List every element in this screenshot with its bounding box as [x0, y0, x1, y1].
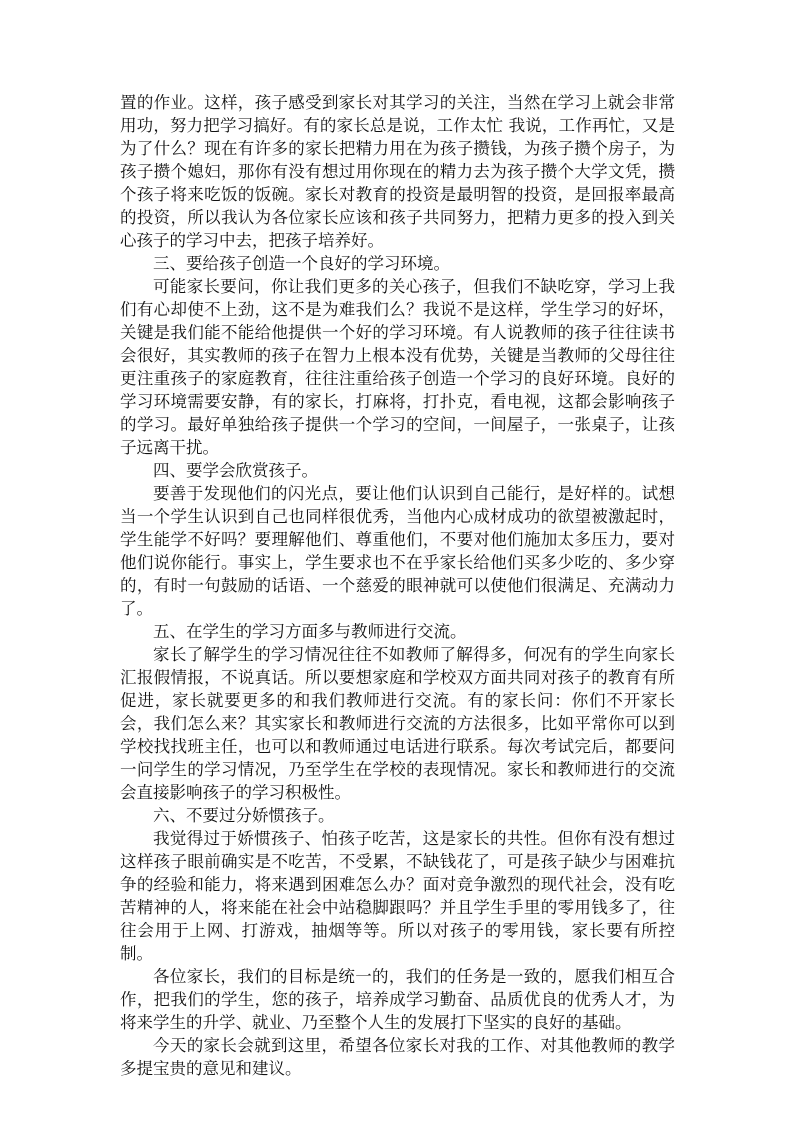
paragraph-closing-1: 各位家长，我们的目标是统一的，我们的任务是一致的，愿我们相互合作，把我们的学生，您的孩子，培养成学习勤奋、品质优良的优秀人才，为将来学生的升学、就业、乃至整个人生的发展打下坚实的良好的基础。 — [120, 967, 675, 1032]
heading-section-5: 五、在学生的学习方面多与教师进行交流。 — [153, 622, 467, 641]
heading-section-4: 四、要学会欣赏孩子。 — [153, 461, 318, 480]
heading-section-6: 六、不要过分娇惯孩子。 — [153, 806, 335, 825]
heading-section-3: 三、要给孩子创造一个良好的学习环境。 — [153, 254, 450, 273]
document-page — [120, 91, 675, 1080]
paragraph-section-4: 要善于发现他们的闪光点，要让他们认识到自己能行，是好样的。试想当一个学生认识到自己也同样很优秀，当他内心成材成功的欲望被激起时，学生能学不好吗？要理解他们、尊重他们，不要对他们施加太多压力，要对他们说你能行。事实上，学生要求也不在乎家长给他们买多少吃的、多少穿的，有时一句鼓励的话语、一个慈爱的眼神就可以使他们很满足、充满动力了。 — [120, 484, 675, 618]
paragraph-section-5: 家长了解学生的学习情况往往不如教师了解得多，何况有的学生向家长汇报假情报，不说真话。所以要想家庭和学校双方面共同对孩子的教育有所促进，家长就要更多的和我们教师进行交流。有的家长问：你们不开家长会，我们怎么来？其实家长和教师进行交流的方法很多，比如平常你可以到学校找找班主任，也可以和教师通过电话进行联系。每次考试完后，都要问一问学生的学习情况，乃至学生在学校的表现情况。家长和教师进行的交流会直接影响孩子的学习积极性。 — [120, 645, 675, 802]
paragraph-closing-2: 今天的家长会就到这里，希望各位家长对我的工作、对其他教师的教学多提宝贵的意见和建议。 — [120, 1036, 675, 1078]
paragraph-section-3: 可能家长要问，你让我们更多的关心孩子，但我们不缺吃穿，学习上我们有心却使不上劲，这不是为难我们么？我说不是这样，学生学习的好坏，关键是我们能不能给他提供一个好的学习环境。有人说教师的孩子往往读书会很好，其实教师的孩子在智力上根本没有优势，关键是当教师的父母往往更注重孩子的家庭教育，往往注重给孩子创造一个学习的良好环境。良好的学习环境需要安静，有的家长，打麻将，打扑克，看电视，这都会影响孩子的学习。最好单独给孩子提供一个学习的空间，一间屋子，一张桌子，让孩子远离干扰。 — [120, 277, 675, 457]
paragraph-section-6: 我觉得过于娇惯孩子、怕孩子吃苦，这是家长的共性。但你有没有想过这样孩子眼前确实是不吃苦，不受累，不缺钱花了，可是孩子缺少与困难抗争的经验和能力，将来遇到困难怎么办？面对竞争激烈的现代社会，没有吃苦精神的人，将来能在社会中站稳脚跟吗？并且学生手里的零用钱多了，往往会用于上网、打游戏，抽烟等等。所以对孩子的零用钱，家长要有所控制。 — [120, 829, 675, 963]
paragraph-1: 置的作业。这样，孩子感受到家长对其学习的关注，当然在学习上就会非常用功，努力把学习搞好。有的家长总是说，工作太忙 我说，工作再忙，又是为了什么？现在有许多的家长把精力用在为孩子攒钱，为孩子攒个房子，为孩子攒个媳妇，那你有没有想过用你现在的精力去为孩子攒个大学文凭，攒个孩子将来吃饭的饭碗。家长对教育的投资是最明智的投资，是回报率最高的投资，所以我认为各位家长应该和孩子共同努力，把精力更多的投入到关心孩子的学习中去，把孩子培养好。 — [120, 93, 675, 250]
